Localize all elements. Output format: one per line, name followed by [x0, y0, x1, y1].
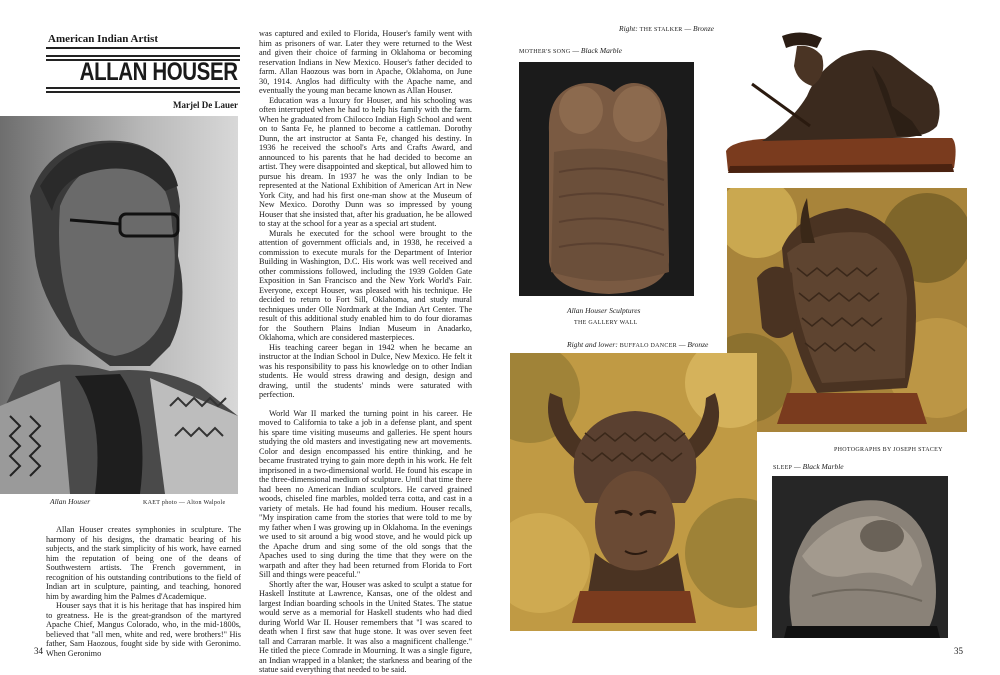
mothers-song-caption	[519, 46, 622, 55]
paragraph: Murals he executed for the school were brought to the attention of government officials and, in 1938, he received a commission to execute murals for the Department of Interior Building in Washington, D.C. His work was well received and other commissions followed, including the 1939 Golden Gate Exposition in San Francisco and the New York World's Fair. Everyone, except Houser, was pleased with his technique. He decided to return to Fort Sill, Oklahoma, and study mural techniques under Olle Nordmark at the Indian Art Center. The result of this additional study enabled him to do four dioramas for the Southern Plains Indian Museum in Anadarko, Oklahoma, which are considered masterpieces.	[259, 228, 472, 342]
buffalo-caption-medium: — Bronze	[678, 340, 709, 349]
portrait-credit	[143, 497, 225, 506]
buffalo-caption-title: BUFFALO DANCER	[619, 343, 677, 349]
header-rule-4	[46, 87, 240, 89]
mothers-song-photo	[519, 62, 694, 296]
paragraph: World War II marked the turning point in his career. He moved to California to take a job in a defense plant, and spent his spare time visiting museums and galleries. He spent hours studying the old masters and investigating new art movements. Color and design encompassed his entire thinking, and he became frustrated trying to gain more depth in his work. He felt imprisoned in a two-dimensional world. He found his escape in the three-dimensional medium of sculpture. Until that time there had been no American Indian sculptors. He carved grained woods, chiseled fine marbles, molded terra cotta, and cast in a variety of metals. He had found his medium. Houser recalls, "My inspiration came from the stories that were told to me by my father when I was growing up in Oklahoma. In the evenings we used to sit around a big wood stove, and he would pick up the Apache drum and sing some of the old songs that the Apaches used to sing during the time that they were on the warpath and after they had been returned from Florida to Fort Sill and things were peaceful."	[259, 408, 472, 579]
kicker: American Indian Artist	[48, 33, 158, 45]
article-column-1	[46, 525, 241, 658]
paragraph: was captured and exiled to Florida, Houser's family went with him as prisoners of war. Later they were returned to the West and given their choice of farming in Oklahoma or becoming reservation Indians in New Mexico. Houser's father decided to farm. Allan Haozous was born in Apache, Oklahoma, on June 30, 1914. Anglos had difficulty with the Apache name, and eventually the young man became known as Allan Houser.	[259, 29, 472, 95]
photo-credit-text: PHOTOGRAPHS BY JOSEPH STACEY	[834, 447, 943, 453]
mothers-song-medium: — Black Marble	[572, 46, 622, 55]
gallery-caption-line1: Allan Houser Sculptures	[567, 306, 641, 315]
mothers-song-title: MOTHER'S SONG	[519, 49, 571, 55]
stalker-caption	[619, 24, 714, 33]
paragraph: Allan Houser creates symphonies in sculpture. The harmony of his designs, the dramatic bearing of his subjects, and the stark simplicity of his work, have earned him the reputation of being one of the deans of Southwestern artists. The French government, in recognition of his outstanding contributions to the field of Indian art in sculpture, painting, and teaching, honored him by awarding him the Palmes d'Academique.	[46, 525, 241, 601]
article-title: ALLAN HOUSER	[80, 58, 238, 86]
stalker-caption-label: Right:	[619, 24, 638, 33]
portrait-credit-text: KAET photo — Alton Walpole	[143, 500, 226, 506]
buffalo-dancer-front-photo	[510, 353, 757, 631]
sleep-title: SLEEP	[773, 465, 793, 471]
paragraph: His teaching career began in 1942 when he became an instructor at the Indian School in Dulce, New Mexico. He felt it was his responsibility to pass his knowledge on to other Indian students. He would stress drawing and design, design and drawing, until the students' minds were saturated with perfection.	[259, 342, 472, 399]
header-rule-top	[46, 47, 240, 49]
page-number-right: 35	[954, 646, 963, 656]
stalker-photo	[722, 26, 958, 174]
buffalo-caption	[567, 340, 708, 349]
stalker-caption-title: THE STALKER	[639, 27, 683, 33]
stalker-caption-medium: — Bronze	[684, 24, 714, 33]
gallery-caption-line2-text: THE GALLERY WALL	[574, 320, 638, 326]
page-number-left: 34	[34, 646, 43, 656]
buffalo-dancer-side-photo	[727, 188, 967, 432]
gallery-caption-line2	[574, 317, 637, 326]
sleep-photo	[772, 476, 948, 638]
paragraph: Shortly after the war, Houser was asked to sculpt a statue for Haskell Institute at Lawrence, Kansas, one of the oldest and largest Indian boarding schools in the United States. The statue would serve as a memorial for Haskell students who had died during World War II. Houser remembers that "I was scared to death when I first saw that huge stone. It was over seven feet tall and Carraran marble. It was also a magnificent challenge." He titled the piece Comrade in Mourning. It was a single figure, an Indian wrapped in a blanket; the starkness and bearing of the statue said everything that needed to be said.	[259, 579, 472, 674]
paragraph: Education was a luxury for Houser, and his schooling was often interrupted when he had to help his family with the farm. When he graduated from Chilocco Indian High School and went on to Santa Fe, he planned to become a cattleman. Dorothy Dunn, the art instructor at Santa Fe, changed his destiny. In 1936 he received the school's Arts and Crafts Award, and announced to his parents that he had decided to become an artist. They were disappointed and skeptical, but allowed him to pursue his dream. In 1937 he was the only Indian to be represented at the National Exhibition of American Art in New York City, and had his first one-man show at the Museum of New Mexico. Dorothy Dunn was so impressed by young Houser that she insisted that, after his graduation, he be allowed to stay at the school for a year as a special art student.	[259, 95, 472, 228]
sleep-medium: — Black Marble	[794, 462, 844, 471]
paragraph: Houser says that it is his heritage that has inspired him to greatness. He is the great-grandson of the martyred Apache Chief, Mangus Colorado, who, in the mid-1800s, believed that "all men, white and red, were brothers!" His father, Sam Haozous, fought side by side with Geronimo. When Geronimo	[46, 601, 241, 658]
sleep-caption	[773, 462, 844, 471]
article-column-2	[259, 29, 472, 675]
portrait-caption: Allan Houser	[50, 497, 91, 506]
header-rule-5	[46, 91, 240, 93]
portrait-photo	[0, 116, 238, 494]
photo-credit	[834, 444, 943, 453]
buffalo-caption-label: Right and lower:	[567, 340, 618, 349]
header-rule-2	[46, 55, 240, 57]
byline: Marjel De Lauer	[173, 100, 238, 110]
